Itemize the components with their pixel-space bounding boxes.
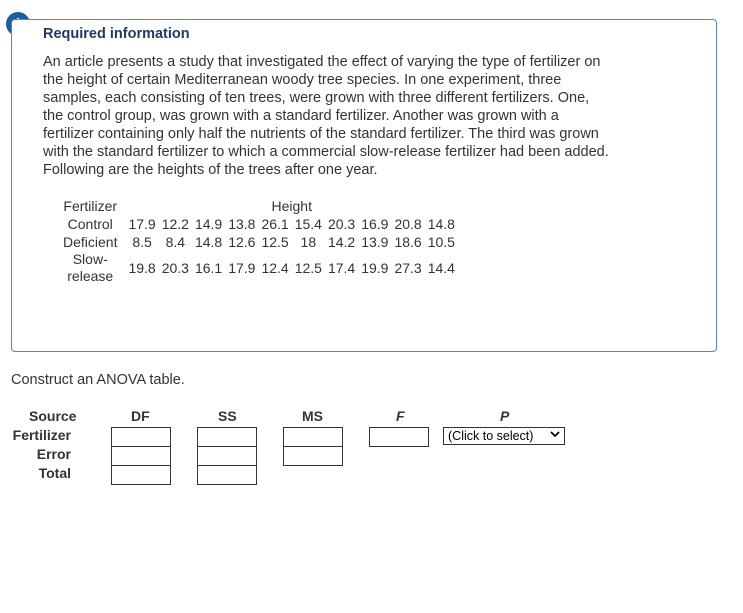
ms-fertilizer-input[interactable] bbox=[283, 427, 343, 447]
row-label-line: release bbox=[67, 268, 114, 284]
ss-total-input[interactable] bbox=[197, 465, 257, 485]
f-fertilizer-input[interactable] bbox=[369, 427, 429, 447]
row-label: Deficient bbox=[63, 234, 118, 250]
table-cell: 12.6 bbox=[228, 234, 256, 250]
table-cell: 14.4 bbox=[427, 260, 455, 276]
info-line: Following are the heights of the trees after one year. bbox=[43, 162, 378, 178]
column-header-fertilizer: Fertilizer bbox=[63, 198, 118, 214]
ss-error-input[interactable] bbox=[197, 446, 257, 466]
row-label bbox=[53, 251, 125, 285]
table-cell: 12.5 bbox=[294, 260, 322, 276]
table-cell: 20.3 bbox=[161, 260, 189, 276]
table-row bbox=[53, 233, 458, 251]
header-df: DF bbox=[131, 408, 150, 424]
info-line: the height of certain Mediterranean woody tree species. In one experiment, three bbox=[43, 72, 562, 88]
table-cell: 8.4 bbox=[165, 234, 186, 250]
table-cell: 18 bbox=[300, 234, 317, 250]
info-title: Required information bbox=[43, 26, 190, 42]
row-label-fertilizer: Fertilizer bbox=[12, 427, 71, 443]
table-cell: 10.5 bbox=[427, 234, 455, 250]
table-cell: 15.4 bbox=[294, 216, 322, 232]
table-cell: 14.8 bbox=[427, 216, 455, 232]
p-value-select[interactable] bbox=[443, 427, 565, 445]
table-cell: 13.8 bbox=[228, 216, 256, 232]
table-cell: 19.8 bbox=[128, 260, 156, 276]
ss-fertilizer-input[interactable] bbox=[197, 427, 257, 447]
table-cell: 16.1 bbox=[194, 260, 223, 276]
table-cell: 17.9 bbox=[228, 260, 256, 276]
row-label-line: Slow- bbox=[72, 251, 108, 267]
header-f: F bbox=[396, 408, 405, 424]
table-cell: 12.4 bbox=[261, 260, 289, 276]
row-label-total: Total bbox=[38, 465, 71, 481]
table-cell: 26.1 bbox=[261, 216, 289, 232]
header-p: P bbox=[500, 408, 510, 424]
ms-error-input[interactable] bbox=[283, 446, 343, 466]
column-header-height: Height bbox=[271, 198, 312, 214]
info-line: with the standard fertilizer to which a commercial slow-release fertilizer had been added. bbox=[43, 144, 609, 160]
table-cell: 20.3 bbox=[327, 216, 356, 232]
table-header-row bbox=[53, 197, 458, 215]
header-ss: SS bbox=[218, 408, 237, 424]
info-line: samples, each consisting of ten trees, were grown with three different fertilizers. One, bbox=[43, 90, 590, 106]
table-cell: 20.8 bbox=[394, 216, 422, 232]
df-total-input[interactable] bbox=[111, 465, 171, 485]
info-text bbox=[43, 53, 693, 179]
chevron-down-icon bbox=[550, 429, 560, 442]
header-source: Source bbox=[29, 408, 77, 424]
table-cell: 8.5 bbox=[132, 234, 152, 250]
table-cell: 27.3 bbox=[394, 260, 422, 276]
df-error-input[interactable] bbox=[111, 446, 171, 466]
info-line: An article presents a study that investigated the effect of varying the type of fertilizer on bbox=[43, 54, 601, 70]
table-cell: 18.6 bbox=[394, 234, 422, 250]
table-cell: 14.2 bbox=[327, 234, 356, 250]
table-cell: 14.8 bbox=[194, 234, 223, 250]
table-row bbox=[53, 215, 458, 233]
info-line: the control group, was grown with a standard fertilizer. Another was grown with a bbox=[43, 108, 559, 124]
table-cell: 13.9 bbox=[361, 234, 389, 250]
table-cell: 17.9 bbox=[128, 216, 156, 232]
table-cell: 12.2 bbox=[161, 216, 189, 232]
table-cell: 17.4 bbox=[327, 260, 356, 276]
fertilizer-data-table bbox=[53, 197, 458, 285]
table-cell: 14.9 bbox=[194, 216, 223, 232]
row-label: Control bbox=[67, 216, 113, 232]
table-cell: 16.9 bbox=[361, 216, 389, 232]
p-value-select-label: (Click to select) bbox=[448, 429, 534, 443]
table-cell: 19.9 bbox=[361, 260, 389, 276]
row-label-error: Error bbox=[36, 446, 71, 462]
table-row bbox=[53, 251, 458, 285]
table-cell: 12.5 bbox=[261, 234, 289, 250]
info-line: fertilizer containing only half the nutrients of the standard fertilizer. The third was grown bbox=[43, 126, 599, 142]
df-fertilizer-input[interactable] bbox=[111, 427, 171, 447]
header-ms: MS bbox=[302, 408, 323, 424]
anova-prompt: Construct an ANOVA table. bbox=[11, 372, 185, 388]
